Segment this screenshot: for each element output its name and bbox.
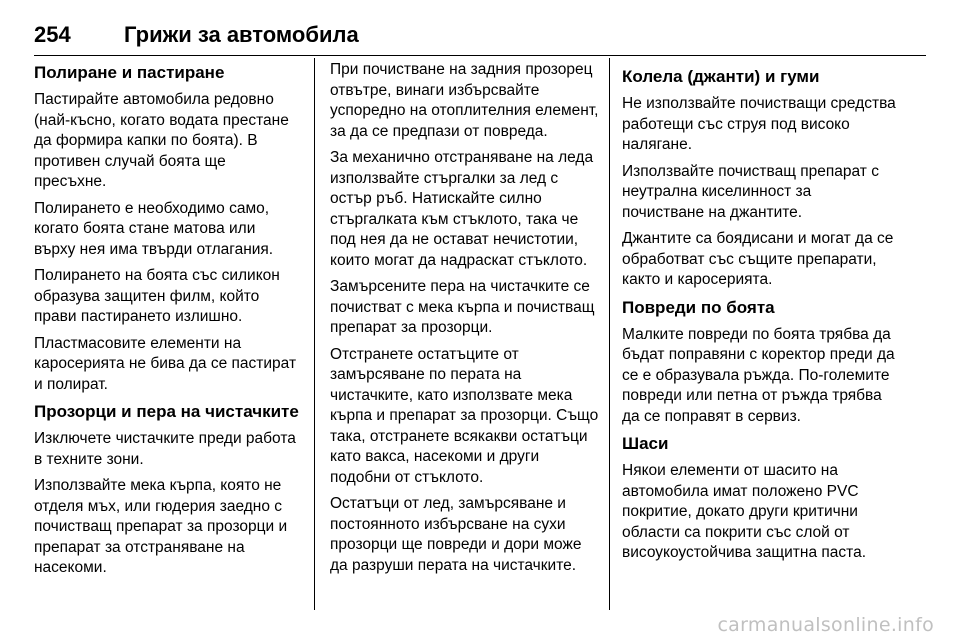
paragraph: За механично отстраняване на леда използвайте стъргалки за лед с остър ръб. Натискайте силно стъргалката към стъклото, така че под нея да не остават нечистотии, които могат да надраскат стъклото. xyxy=(330,149,594,269)
paragraph: Някои елементи от шасито на автомобила имат положено PVC покритие, докато други критични области са покрити със слой от висоукоустойчива защитна паста. xyxy=(622,462,867,561)
column-divider-2 xyxy=(609,58,610,610)
paragraph: При почистване на задния прозорец отвътре, винаги избърсвайте успоредно на отоплителния елемент, за да се предпази от повреда. xyxy=(330,61,599,140)
page-title: Грижи за автомобила xyxy=(124,22,359,47)
column-3 xyxy=(622,60,896,570)
paragraph: Използвайте мека кърпа, която не отделя мъх, или гюдерия заедно с почистващ препарат за прозорци и препарат за отстраняване на насекоми. xyxy=(34,477,288,576)
paragraph: Изключете чистачките преди работа в техните зони. xyxy=(34,430,296,468)
section-heading-chassis: Шаси xyxy=(622,434,669,453)
paragraph: Пластмасовите елементи на каросерията не бива да се пастират и полират. xyxy=(34,334,297,393)
paragraph: Отстранете остатъците от замърсяване по перата на чистачките, като използвате мека кърпа и препарат за прозорци. Също така, отстранете всякакви остатъци като вакса, насекоми и други подобни от стъклото. xyxy=(330,345,599,486)
paragraph: Пастирайте автомобила редовно (най-късно, когато водата престане да формира капки по боята). В противен случай боята ще пресъхне. xyxy=(34,91,289,190)
paragraph: Замърсените пера на чистачките се почистват с мека кърпа и почистващ препарат за прозорци. xyxy=(330,278,595,336)
paragraph: Джантите са боядисани и могат да се обработват със същите препарати, както и каросерията. xyxy=(622,230,894,288)
paragraph: Остатъци от лед, замърсяване и постоянното избърсване на сухи прозорци ще повреди и дори може да разруши перата на чистачките. xyxy=(330,495,582,574)
paragraph: Използвайте почистващ препарат с неутрална киселинност за почистване на джантите. xyxy=(622,162,879,221)
section-heading-wheels-tyres: Колела (джанти) и гуми xyxy=(622,67,820,86)
paragraph: Не използвайте почистващи средства работещи със струя под високо налягане. xyxy=(622,95,896,153)
section-heading-polishing: Полиране и пастиране xyxy=(34,63,225,82)
column-2 xyxy=(330,60,602,582)
section-heading-paint-damage: Повреди по боята xyxy=(622,297,775,317)
paragraph: Малките повреди по боята трябва да бъдат поправяни с коректор преди да се е образувала ръжда. По-големите повреди или петна от ръжда трябва да се поправят в сервиз. xyxy=(622,325,895,425)
watermark: carmanualsonline.info xyxy=(717,614,934,636)
page-header xyxy=(34,22,359,52)
column-divider-1 xyxy=(314,58,315,610)
section-heading-windows-wipers: Прозорци и пера на чистачките xyxy=(34,402,299,421)
paragraph: Полирането е необходимо само, когато боята стане матова или върху нея има твърди отлагания. xyxy=(34,199,274,258)
page-number: 254 xyxy=(34,22,71,47)
paragraph: Полирането на боята със силикон образува защитен филм, който прави пастирането излишно. xyxy=(34,267,280,325)
column-1 xyxy=(34,60,300,585)
header-divider xyxy=(34,55,926,56)
